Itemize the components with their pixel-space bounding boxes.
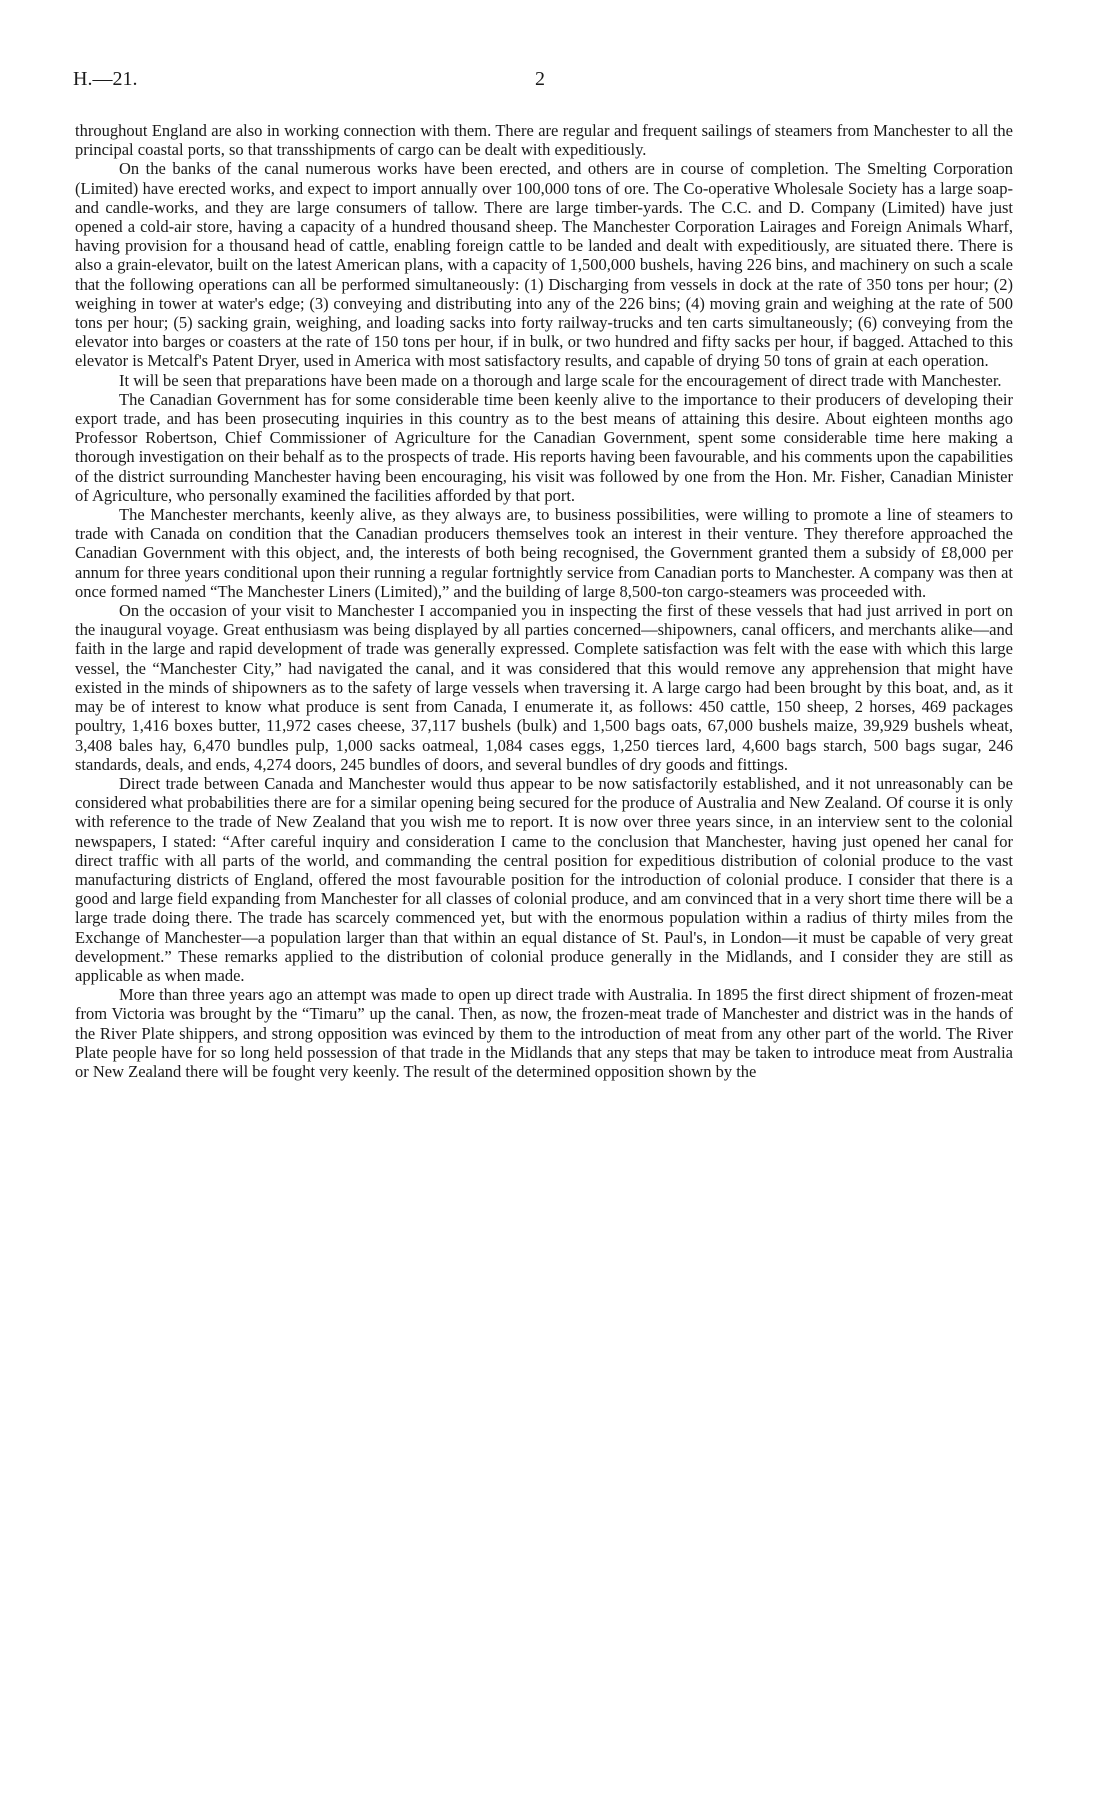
paragraph-manchester-merchants: The Manchester merchants, keenly alive, as they always are, to business possibilities, were willing to promote a line of steamers to trade with Canada on condition that the Canadian producers themselves took an interest in their venture. They therefore approached the Canadian Government with this object, and, the interests of both being recognised, the Government granted them a subsidy of £8,000 per annum for three years conditional upon their running a regular fortnightly service from Canadian ports to Manchester. A company was then at once formed named “The Manchester Liners (Limited),” and the building of large 8,500-ton cargo-steamers was proceeded with. <box>75 505 1013 601</box>
paragraph-australia-trade: More than three years ago an attempt was made to open up direct trade with Australia. In 1895 the first direct shipment of frozen-meat from Victoria was brought by the “Timaru” up the canal. Then, as now, the frozen-meat trade of Manchester and district was in the hands of the River Plate shippers, and strong opposition was evinced by them to the introduction of meat from any other part of the world. The River Plate people have for so long held possession of that trade in the Midlands that any steps that may be taken to introduce meat from Australia or New Zealand there will be fought very keenly. The result of the determined opposition shown by the <box>75 985 1013 1081</box>
document-code: H.—21. <box>73 68 138 90</box>
paragraph-canadian-government: The Canadian Government has for some considerable time been keenly alive to the importance to their producers of developing their export trade, and has been prosecuting inquiries in this country as to the best means of attaining this desire. About eighteen months ago Professor Robertson, Chief Commissioner of Agriculture for the Canadian Government, spent some considerable time here making a thorough investigation on their behalf as to the prospects of trade. His reports having been favourable, and his comments upon the capabilities of the district surrounding Manchester having been encouraging, his visit was followed by one from the Hon. Mr. Fisher, Canadian Minister of Agriculture, who personally examined the facilities afforded by that port. <box>75 389 1013 505</box>
paragraph-direct-trade: Direct trade between Canada and Manchester would thus appear to be now satisfactorily established, and it not unreasonably can be considered what probabilities there are for a similar opening being secured for the produce of Australia and New Zealand. Of course it is only with reference to the trade of New Zealand that you wish me to report. It is now over three years since, in an interview sent to the colonial newspapers, I stated: “After careful inquiry and consideration I came to the conclusion that Manchester, having just opened her canal for direct traffic with all parts of the world, and commanding the central position for expeditious distribution of colonial produce to the vast manufacturing districts of England, offered the most favourable position for the introduction of colonial produce. I consider that there is a good and large field expanding from Manchester for all classes of colonial produce, and am convinced that in a very short time there will be a large trade doing there. The trade has scarcely commenced yet, but with the enormous population within a radius of thirty miles from the Exchange of Manchester—a population larger than that within an equal distance of St. Paul's, in London—it must be capable of very great development.” These remarks applied to the distribution of colonial produce generally in the Midlands, and I consider they are still as applicable as when made. <box>75 773 1013 985</box>
body-text <box>75 121 1013 1081</box>
paragraph-canal-works: On the banks of the canal numerous works have been erected, and others are in course of completion. The Smelting Corporation (Limited) have erected works, and expect to import annually over 100,000 tons of ore. The Co-operative Wholesale Society has a large soap- and candle-works, and they are large consumers of tallow. There are large timber-yards. The C.C. and D. Company (Limited) have just opened a cold-air store, having a capacity of a hundred thousand sheep. The Manchester Corporation Lairages and Foreign Animals Wharf, having provision for a thousand head of cattle, enabling foreign cattle to be landed and dealt with expeditiously, are situated there. There is also a grain-elevator, built on the latest American plans, with a capacity of 1,500,000 bushels, having 226 bins, and machinery on such a scale that the following operations can all be performed simultaneously: (1) Discharging from vessels in dock at the rate of 350 tons per hour; (2) weighing in tower at water's edge; (3) conveying and distributing into any of the 226 bins; (4) moving grain and weighing at the rate of 500 tons per hour; (5) sacking grain, weighing, and loading sacks into forty railway-trucks and ten carts simultaneously; (6) conveying from the elevator into barges or coasters at the rate of 150 tons per hour, if in bulk, or two hundred and fifty sacks per hour, if bagged. Attached to this elevator is Metcalf's Patent Dryer, used in America with most satisfactory results, and capable of drying 50 tons of grain at each operation. <box>75 159 1013 371</box>
paragraph-continuation: throughout England are also in working connection with them. There are regular and frequent sailings of steamers from Manchester to all the principal coastal ports, so that transshipments of cargo can be dealt with expeditiously. <box>75 121 1013 160</box>
page-number: 2 <box>535 68 545 90</box>
paragraph-preparations: It will be seen that preparations have been made on a thorough and large scale for the encouragement of direct trade with Manchester. <box>119 370 1002 390</box>
paragraph-inaugural-voyage: On the occasion of your visit to Manchester I accompanied you in inspecting the first of these vessels that had just arrived in port on the inaugural voyage. Great enthusiasm was being displayed by all parties concerned—shipowners, canal officers, and merchants alike—and faith in the large and rapid development of trade was generally expressed. Complete satisfaction was felt with the ease with which this large vessel, the “Manchester City,” had navigated the canal, and it was considered that this would remove any apprehension that might have existed in the minds of shipowners as to the safety of large vessels when traversing it. A large cargo had been brought by this boat, and, as it may be of interest to know what produce is sent from Canada, I enumerate it, as follows: 450 cattle, 150 sheep, 2 horses, 469 packages poultry, 1,416 boxes butter, 11,972 cases cheese, 37,117 bushels (bulk) and 1,500 bags oats, 67,000 bushels maize, 39,929 bushels wheat, 3,408 bales hay, 6,470 bundles pulp, 1,000 sacks oatmeal, 1,084 cases eggs, 1,250 tierces lard, 4,600 bags starch, 500 bags sugar, 246 standards, deals, and ends, 4,274 doors, 245 bundles of doors, and several bundles of dry goods and fittings. <box>75 601 1013 774</box>
page-header <box>73 68 1075 98</box>
